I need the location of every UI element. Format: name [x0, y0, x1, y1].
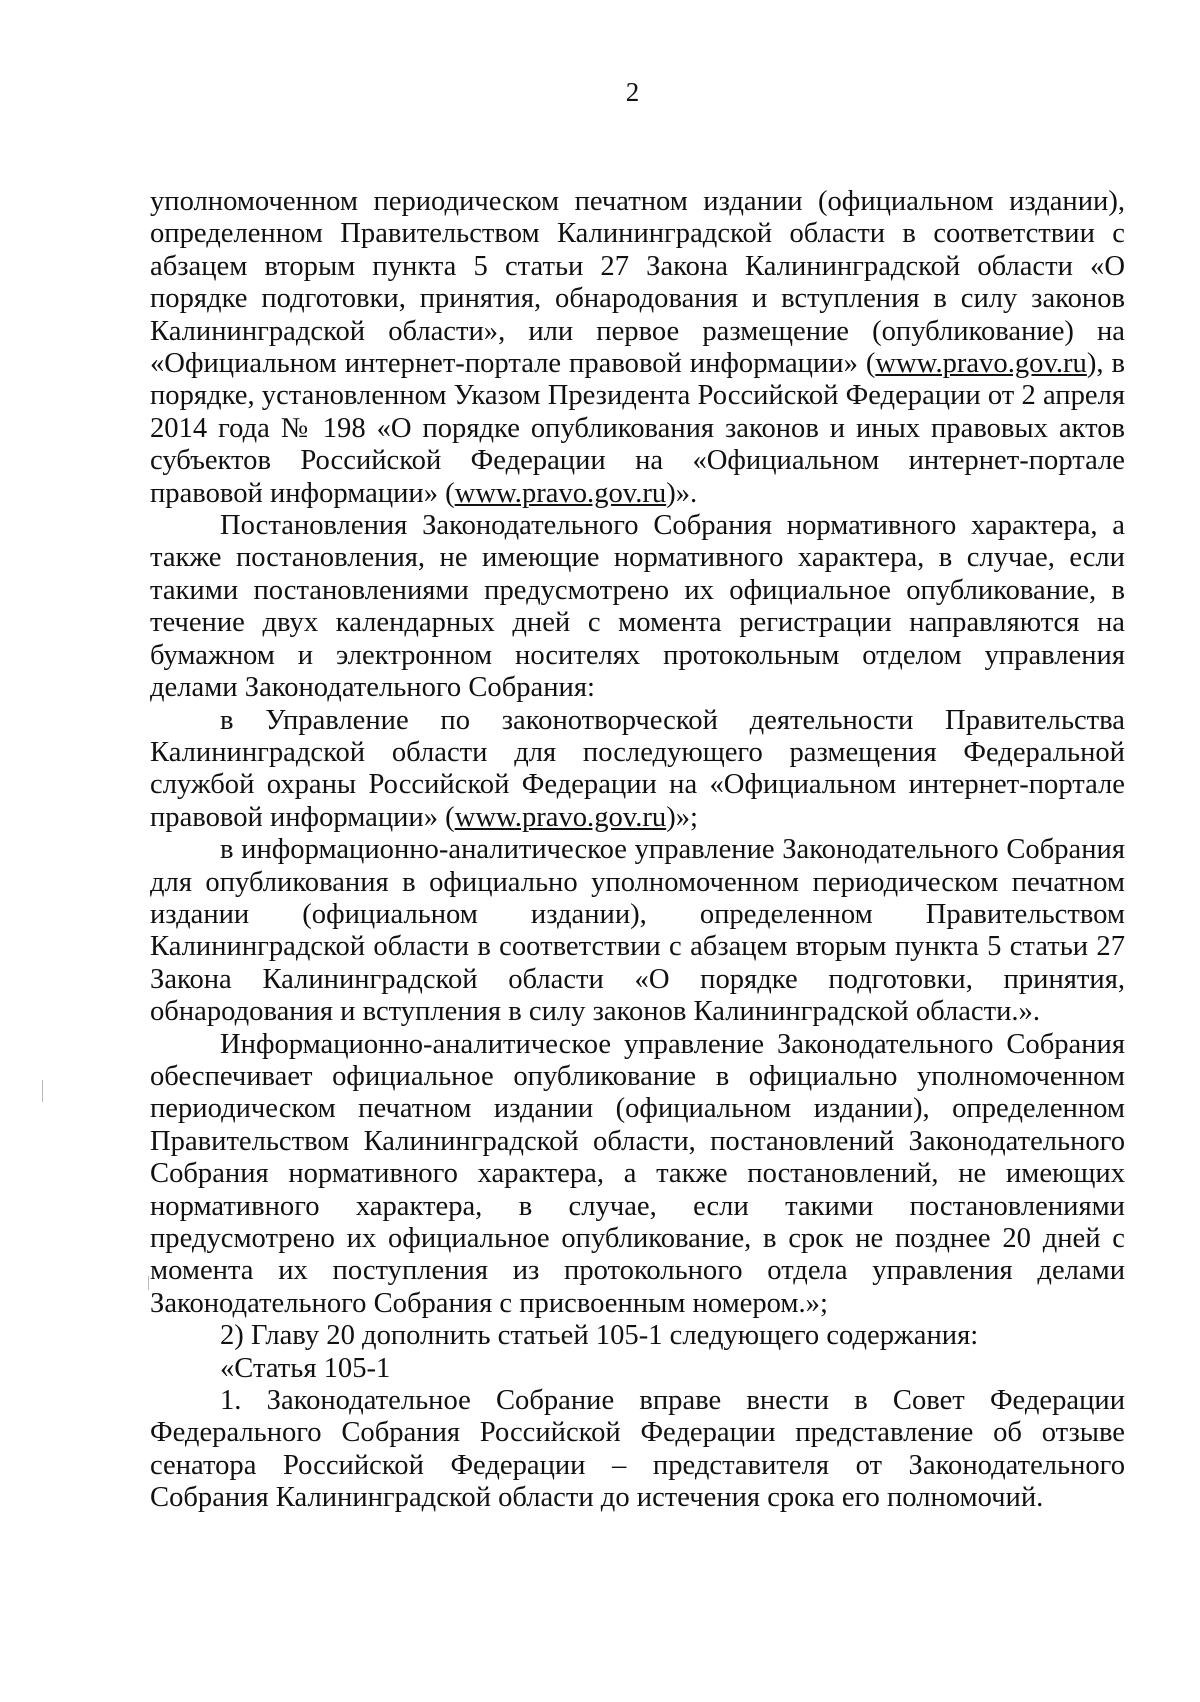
url-link[interactable]: www.pravo.gov.ru — [454, 801, 667, 833]
paragraph-text: 1. Законодательное Собрание вправе внести в Совет Федерации Федерального Собрания Российской Федерации представление об отзыве сенатора Российской Федерации – представителя от Законодательного Собрания Калининградской области до истечения срока его полномочий. — [150, 1385, 1125, 1514]
paragraph-text: уполномоченном периодическом печатном издании (официальном издании), определенном Правительством Калининградской области в соответствии с абзацем вторым пункта 5 статьи 27 Закона Калининградской области «О порядке подготовки, принятия, обнародования и вступления в силу законов Калининградской области», или первое размещение (опубликование) на «Официальном интернет-портале правовой информации» ( — [150, 186, 1125, 380]
paragraph-text: 2) Главу 20 дополнить статьей 105-1 следующего содержания: — [220, 1320, 979, 1352]
paragraph-p3 — [150, 705, 1125, 835]
paragraph-text: в Управление по законотворческой деятельности Правительства Калининградской области для последующего размещения Федеральной службой охраны Российской Федерации на «Официальном интернет-портале правовой информации» ( — [150, 704, 1125, 833]
page-number: 2 — [625, 77, 640, 107]
scan-artifact-mark — [42, 1080, 43, 1102]
paragraph-text: Постановления Законодательного Собрания нормативного характера, а также постановления, не имеющие нормативного характера, в случае, если такими постановлениями предусмотрено их официальное опубликование, в течение двух календарных дней с момента регистрации направляются на бумажном и электронном носителях протокольным отделом управления делами Законодательного Собрания: — [150, 510, 1125, 704]
paragraph-p2 — [150, 510, 1125, 704]
paragraph-p1 — [150, 186, 1125, 510]
paragraph-text: в информационно-аналитическое управление Законодательного Собрания для опубликования в официально уполномоченном периодическом печатном издании (официальном издании), определенном Правительством Калининградской области в соответствии с абзацем вторым пункта 5 статьи 27 Закона Калининградской области «О порядке подготовки, принятия, обнародования и вступления в силу законов Калининградской области.». — [150, 834, 1125, 1028]
paragraph-p7 — [150, 1353, 1125, 1385]
paragraph-text: )». — [666, 477, 698, 509]
paragraph-p4 — [150, 834, 1125, 1028]
paragraph-text: ), в порядке, установленном Указом Президента Российской Федерации от 2 апреля 2014 года № 198 «О порядке опубликования законов и иных правовых актов субъектов Российской Федерации на «Официальном интернет-портале правовой информации» ( — [150, 348, 1125, 509]
url-link[interactable]: www.pravo.gov.ru — [454, 477, 667, 509]
paragraph-text: Информационно-аналитическое управление Законодательного Собрания обеспечивает официальное опубликование в официально уполномоченном периодическом печатном издании (официальном издании), определенном Правительством Калининградской области, постановлений Законодательного Собрания нормативного характера, а также постановлений, не имеющих нормативного характера, в случае, если такими постановлениями предусмотрено их официальное опубликование, в срок не позднее 20 дней с момента их поступления из протокольного отдела управления делами Законодательного Собрания с присвоенным номером.»; — [150, 1028, 1125, 1319]
paragraph-text: )»; — [666, 801, 698, 833]
url-link[interactable]: www.pravo.gov.ru — [875, 348, 1087, 380]
paragraph-p5 — [150, 1029, 1125, 1321]
paragraph-p6 — [150, 1320, 1125, 1352]
paragraph-text: «Статья 105-1 — [220, 1352, 391, 1384]
document-body — [150, 186, 1125, 1515]
paragraph-p8 — [150, 1385, 1125, 1515]
scan-artifact-mark — [148, 1276, 149, 1290]
